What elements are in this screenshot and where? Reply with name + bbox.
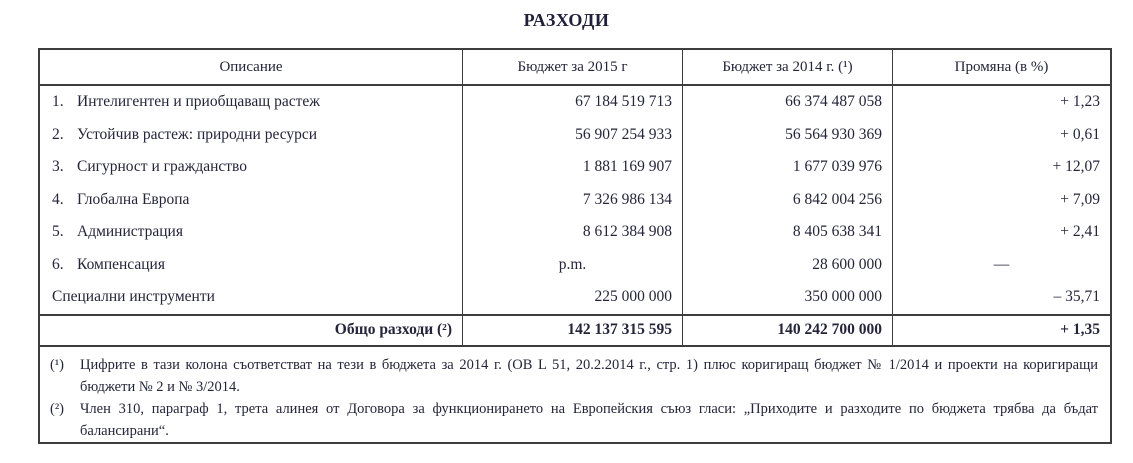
row-description-cell <box>40 216 462 249</box>
budget-2015-cell: p.m. <box>462 249 682 282</box>
total-budget-2015: 142 137 315 595 <box>462 316 682 345</box>
header-budget-2015: Бюджет за 2015 г <box>462 50 682 84</box>
row-description-cell <box>40 184 462 217</box>
row-description: Специални инструменти <box>52 288 215 306</box>
footnote-2 <box>50 398 1098 442</box>
budget-2014-cell: 28 600 000 <box>682 249 892 282</box>
footnote-1-marker: (¹) <box>50 356 65 373</box>
table-header-row <box>40 50 1110 86</box>
table-row <box>40 151 1110 184</box>
row-number: 4. <box>52 190 64 208</box>
budget-2014-cell: 350 000 000 <box>682 281 892 314</box>
row-description-cell <box>40 119 462 152</box>
row-description: Интелигентен и приобщаващ растеж <box>77 93 320 111</box>
footnote-2-marker: (²) <box>50 400 65 417</box>
change-cell: + 12,07 <box>892 151 1110 184</box>
expenses-table <box>38 48 1112 444</box>
row-description: Компенсация <box>77 255 165 273</box>
budget-2015-cell: 7 326 986 134 <box>462 184 682 217</box>
footnote-1 <box>50 354 1098 398</box>
budget-2015-cell: 56 907 254 933 <box>462 119 682 152</box>
change-cell: + 7,09 <box>892 184 1110 217</box>
budget-2014-cell: 8 405 638 341 <box>682 216 892 249</box>
budget-2014-cell: 56 564 930 369 <box>682 119 892 152</box>
change-cell: + 0,61 <box>892 119 1110 152</box>
row-number: 3. <box>52 158 64 176</box>
row-description-cell <box>40 151 462 184</box>
budget-2015-cell: 1 881 169 907 <box>462 151 682 184</box>
change-cell: — <box>892 249 1110 282</box>
row-description: Глобална Европа <box>77 190 190 208</box>
budget-2015-cell: 67 184 519 713 <box>462 86 682 119</box>
change-cell: + 1,23 <box>892 86 1110 119</box>
header-change: Промяна (в %) <box>892 50 1110 84</box>
row-description-cell <box>40 281 462 314</box>
budget-2015-cell: 225 000 000 <box>462 281 682 314</box>
row-description: Администрация <box>77 223 183 241</box>
footnote-2-text: Член 310, параграф 1, трета алинея от Договора за функционирането на Европейския съюз гласи: „Приходите и разходите по бюджета трябва да бъдат балансирани“. <box>80 400 1098 439</box>
row-description-cell <box>40 249 462 282</box>
row-number: 2. <box>52 125 64 143</box>
footnotes-section <box>40 347 1110 442</box>
table-row <box>40 249 1110 282</box>
budget-2014-cell: 6 842 004 256 <box>682 184 892 217</box>
header-description: Описание <box>219 58 283 75</box>
row-description-cell <box>40 86 462 119</box>
budget-2014-cell: 66 374 487 058 <box>682 86 892 119</box>
row-description: Устойчив растеж: природни ресурси <box>77 125 318 143</box>
table-row <box>40 86 1110 119</box>
table-row <box>40 216 1110 249</box>
row-number: 5. <box>52 223 64 241</box>
row-description: Сигурност и гражданство <box>77 158 247 176</box>
table-row <box>40 184 1110 217</box>
row-number: 6. <box>52 255 64 273</box>
table-row <box>40 119 1110 152</box>
total-budget-2014: 140 242 700 000 <box>682 316 892 345</box>
budget-2015-cell: 8 612 384 908 <box>462 216 682 249</box>
table-total-row <box>40 314 1110 347</box>
header-budget-2014: Бюджет за 2014 г. (¹) <box>682 50 892 84</box>
change-cell: + 2,41 <box>892 216 1110 249</box>
total-label: Общо разходи (²) <box>334 321 452 338</box>
total-change: + 1,35 <box>892 316 1110 345</box>
change-cell: – 35,71 <box>892 281 1110 314</box>
budget-2014-cell: 1 677 039 976 <box>682 151 892 184</box>
page-title: РАЗХОДИ <box>523 10 610 30</box>
table-row <box>40 281 1110 314</box>
footnote-1-text: Цифрите в тази колона съответстват на тези в бюджета за 2014 г. (ОВ L 51, 20.2.2014 г., стр. 1) плюс коригиращ бюджет № 1/2014 и проекти на коригиращи бюджети № 2 и № 3/2014. <box>80 356 1098 395</box>
row-number: 1. <box>52 93 64 111</box>
